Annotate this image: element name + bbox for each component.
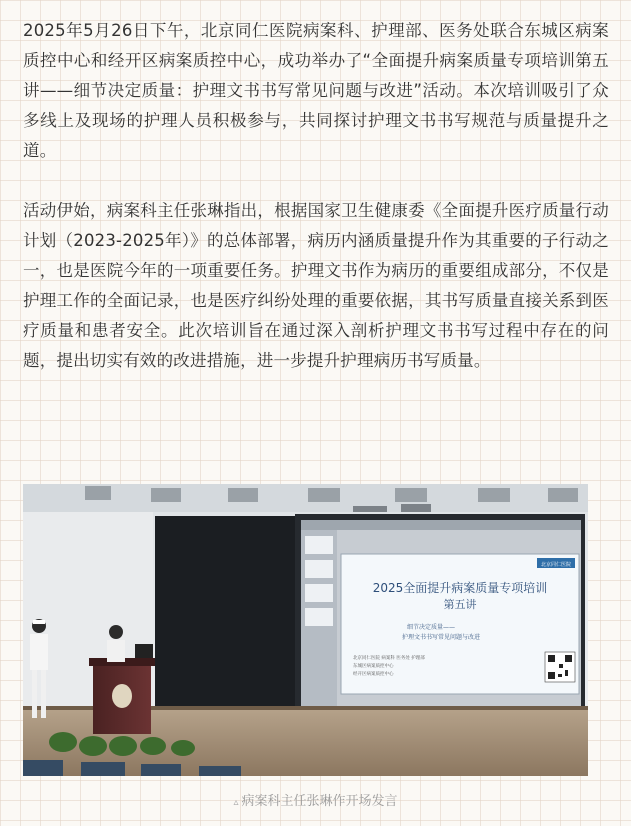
ceiling-lights [85,486,578,502]
qr-code-icon [545,652,575,682]
window-titlebar [301,520,581,530]
projection-screen-left [155,516,295,706]
caption-text: 病案科主任张琳作开场发言 [241,794,398,809]
slide-subtitle: 细节决定质量—— [406,624,456,631]
slide-organizer-dongcheng: 东城区病案质控中心 [353,664,394,669]
photo-caption [0,790,631,809]
article-body [23,16,609,376]
article-paragraph-opening: 活动伊始，病案科主任张琳指出，根据国家卫生健康委《全面提升医疗质量行动计划（2023-2025年）》的总体部署，病历内涵质量提升作为其重要的子行动之一，也是医院今年的一项重要任务。护理文书作为病历的重要组成部分，不仅是护理工作的全面记录，也是医疗纠纷处理的重要依据，其书写质量直接关系到医疗质量和患者安全。此次培训旨在通过深入剖析护理文书书写过程中存在的问题，提出切实有效的改进措施，进一步提升护理病历书写质量。 [23,201,609,370]
hospital-logo-text: 北京同仁医院 [540,562,572,568]
slide-title: 2025全面提升病案质量专项培训 [372,581,548,595]
event-photo-drawing [23,484,588,776]
event-photo[interactable] [23,484,588,776]
slide-title-lecture: 第五讲 [443,598,477,611]
slide-subtitle-topic: 护理文书书写常见问题与改进 [401,634,481,641]
caption-marker-icon: ▵ [233,797,239,808]
article-paragraph-intro: 2025年5月26日下午，北京同仁医院病案科、护理部、医务处联合东城区病案质控中心和经开区病案质控中心，成功举办了“全面提升病案质量专项培训第五讲——细节决定质量：护理文书书写常见问题与改进”活动。本次培训吸引了众多线上及现场的护理人员积极参与，共同探讨护理文书书写规范与质量提升之道。 [23,21,609,160]
speaker-figure [107,625,125,662]
slide-organizers: 北京同仁医院 病案科 医务处 护理部 [353,656,425,661]
slide-organizer-jingkai: 经开区病案质控中心 [353,672,394,677]
